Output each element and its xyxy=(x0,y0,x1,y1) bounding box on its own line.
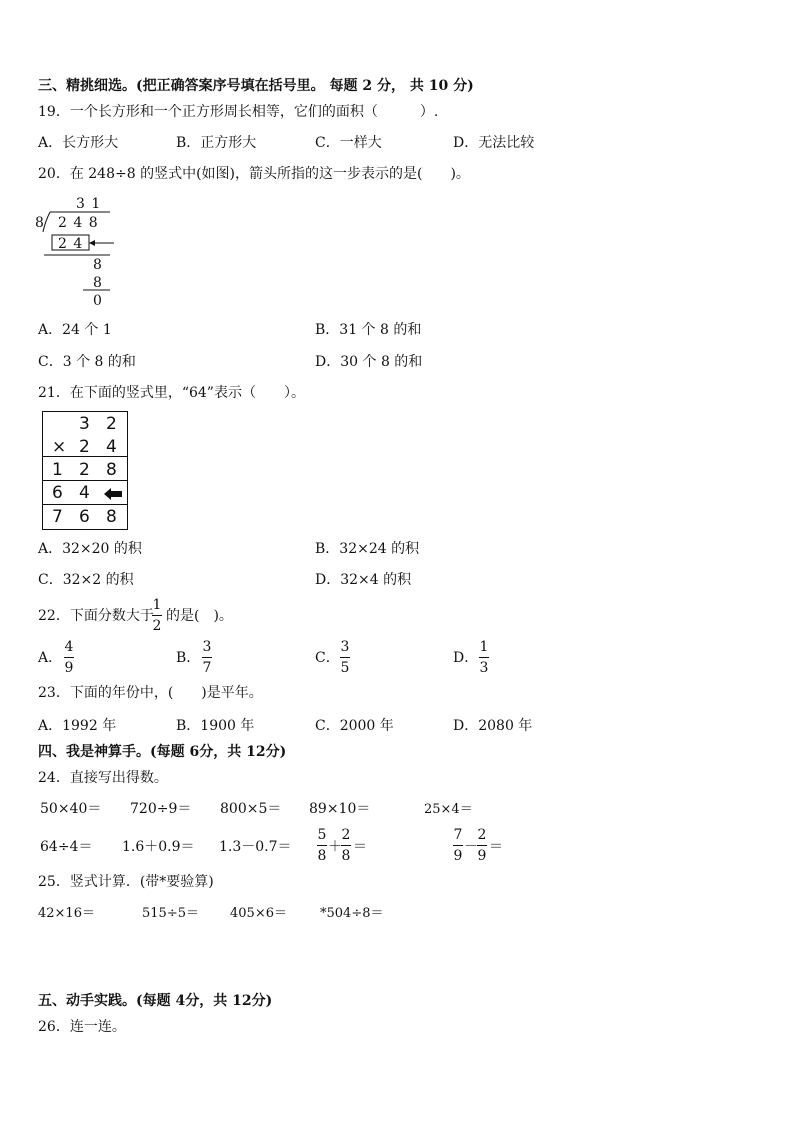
q21-option-d: D．32×4 的积 xyxy=(315,572,412,588)
grid-r3-c1: 1 xyxy=(52,460,63,480)
grid-r2-c3: 4 xyxy=(106,437,117,457)
q24-frac-a1-num: 5 xyxy=(317,827,327,843)
grid-r5-c3: 8 xyxy=(106,507,117,527)
division-step-8b: 8 xyxy=(93,275,102,291)
q22-b-denominator: 7 xyxy=(202,660,212,676)
q21-option-c: C．32×2 的积 xyxy=(38,572,134,588)
grid-r1-c2: 3 xyxy=(79,414,90,434)
question-26: 26．连一连。 xyxy=(38,1019,126,1035)
division-bracket-icon xyxy=(30,192,120,312)
grid-r5-c2: 6 xyxy=(79,507,90,527)
q24-r1-item-1: 50×40＝ xyxy=(40,801,102,817)
section-4-heading: 四、我是神算手。(每题 6分，共 12分) xyxy=(38,744,287,760)
multiplication-grid xyxy=(42,411,128,530)
question-25: 25．竖式计算．(带*要验算) xyxy=(38,874,214,890)
q24-frac-a1 xyxy=(317,828,327,863)
q24-frac-a2-den: 9 xyxy=(453,848,463,864)
q23-option-c: C．2000 年 xyxy=(315,718,394,734)
q22-option-a-fraction xyxy=(64,640,74,675)
question-19: 19．一个长方形和一个正方形周长相等，它们的面积（ ）. xyxy=(38,104,439,120)
question-24: 24．直接写出得数。 xyxy=(38,770,168,786)
q24-frac-b2 xyxy=(477,828,487,863)
question-21: 21．在下面的竖式里，“64”表示（ ）。 xyxy=(38,385,305,401)
q24-frac-eq1: ＝ xyxy=(353,839,367,855)
section-5-heading: 五、动手实践。(每题 4分，共 12分) xyxy=(38,993,273,1009)
q23-option-d: D．2080 年 xyxy=(453,718,533,734)
q24-r2-item-1: 64÷4＝ xyxy=(40,839,93,855)
q23-option-a: A．1992 年 xyxy=(38,718,117,734)
question-22-suffix: 的是( )。 xyxy=(166,608,233,624)
q24-r2-item-3: 1.3－0.7＝ xyxy=(219,839,292,855)
grid-r3-c3: 8 xyxy=(106,460,117,480)
q24-frac-op2: － xyxy=(464,839,478,855)
q20-option-a: A．24 个 1 xyxy=(38,322,112,338)
q24-r1-item-5: 25×4＝ xyxy=(424,802,473,817)
division-quotient: 3 1 xyxy=(76,196,102,212)
half-fraction xyxy=(152,598,162,633)
half-numerator: 1 xyxy=(152,597,162,613)
q19-option-a: A．长方形大 xyxy=(38,135,119,151)
q20-option-c: C．3 个 8 的和 xyxy=(38,354,136,370)
q22-option-c-label: C． xyxy=(315,650,340,666)
q22-option-c-fraction xyxy=(340,640,350,675)
q20-option-d: D．30 个 8 的和 xyxy=(315,354,423,370)
division-step-8a: 8 xyxy=(93,257,102,273)
q22-option-b-label: B． xyxy=(176,650,201,666)
half-denominator: 2 xyxy=(152,618,162,634)
q24-r2-item-2: 1.6＋0.9＝ xyxy=(122,839,195,855)
q22-c-denominator: 5 xyxy=(340,660,350,676)
q22-d-numerator: 1 xyxy=(479,639,489,655)
division-dividend: 2 4 8 xyxy=(58,215,99,231)
question-20: 20．在 248÷8 的竖式中(如图)，箭头所指的这一步表示的是( )。 xyxy=(38,166,470,182)
q22-a-numerator: 4 xyxy=(64,639,74,655)
q22-c-numerator: 3 xyxy=(340,639,350,655)
q24-frac-b1-den: 8 xyxy=(341,848,351,864)
section-3-heading: 三、精挑细选。(把正确答案序号填在括号里。 每题 2 分， 共 10 分) xyxy=(38,78,474,94)
grid-r4-c2: 4 xyxy=(79,483,90,503)
grid-r1-c3: 2 xyxy=(106,414,117,434)
q22-option-b-fraction xyxy=(202,640,212,675)
q19-option-b: B．正方形大 xyxy=(176,135,257,151)
q24-frac-a1-den: 8 xyxy=(317,848,327,864)
q19-option-c: C．一样大 xyxy=(315,135,382,151)
q24-frac-eq2: ＝ xyxy=(489,839,503,855)
division-divisor: 8 xyxy=(35,215,44,231)
q24-frac-b2-num: 2 xyxy=(477,827,487,843)
q24-frac-a2 xyxy=(453,828,463,863)
q22-d-denominator: 3 xyxy=(479,660,489,676)
q20-option-b: B．31 个 8 的和 xyxy=(315,322,422,338)
grid-r2-c2: 2 xyxy=(79,437,90,457)
q24-frac-a2-num: 7 xyxy=(453,827,463,843)
q25-item-1: 42×16＝ xyxy=(38,906,95,921)
q23-option-b: B．1900 年 xyxy=(176,718,255,734)
q24-frac-b1-num: 2 xyxy=(341,827,351,843)
division-remainder: 0 xyxy=(93,293,102,309)
q24-r1-item-4: 89×10＝ xyxy=(309,801,371,817)
q24-frac-b1 xyxy=(341,828,351,863)
grid-r2-c1: × xyxy=(52,437,67,457)
grid-r4-c1: 6 xyxy=(52,483,63,503)
q21-option-b: B．32×24 的积 xyxy=(315,541,420,557)
grid-r3-c2: 2 xyxy=(79,460,90,480)
q24-r1-item-2: 720÷9＝ xyxy=(130,801,192,817)
division-step-24: 2 4 xyxy=(58,236,84,252)
q21-option-a: A．32×20 的积 xyxy=(38,541,142,557)
q19-option-d: D．无法比较 xyxy=(453,135,535,151)
q24-frac-op1: ＋ xyxy=(328,839,342,855)
question-23: 23．下面的年份中，( )是平年。 xyxy=(38,685,263,701)
q22-a-denominator: 9 xyxy=(64,660,74,676)
q25-item-2: 515÷5＝ xyxy=(142,906,199,921)
q24-r1-item-3: 800×5＝ xyxy=(220,801,282,817)
q22-option-d-label: D． xyxy=(453,650,479,666)
question-22-prefix: 22．下面分数大于 xyxy=(38,608,154,624)
q22-b-numerator: 3 xyxy=(202,639,212,655)
q24-frac-b2-den: 9 xyxy=(477,848,487,864)
q22-option-a-label: A． xyxy=(38,650,63,666)
q25-item-4: *504÷8＝ xyxy=(320,906,384,921)
long-division-figure xyxy=(30,192,120,312)
left-arrow-icon xyxy=(103,487,123,501)
q22-option-d-fraction xyxy=(479,640,489,675)
q25-item-3: 405×6＝ xyxy=(230,906,287,921)
grid-r5-c1: 7 xyxy=(52,507,63,527)
